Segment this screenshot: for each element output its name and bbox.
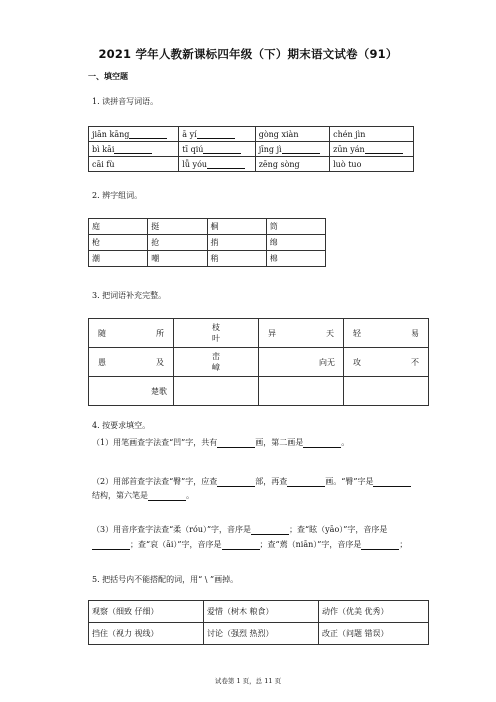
question-4-item-2-cont <box>92 490 194 501</box>
idiom-cell[interactable] <box>259 319 344 348</box>
table-row <box>89 251 326 267</box>
char-cell[interactable]: 枪 <box>89 235 148 251</box>
question-4-item-2 <box>92 476 411 487</box>
idiom-char: 枝 <box>212 323 220 332</box>
pinyin-cell[interactable] <box>179 142 255 157</box>
char-cell[interactable]: 绵 <box>266 235 325 251</box>
collocation-cell[interactable]: 观察（细致 仔细） <box>89 601 204 623</box>
idiom-cell[interactable] <box>259 377 344 406</box>
question-4-item-1 <box>92 437 349 448</box>
pinyin-cell[interactable] <box>179 127 255 142</box>
char-cell[interactable]: 挺 <box>148 219 207 235</box>
table-row <box>89 377 429 406</box>
idiom-char: 易 <box>411 328 419 338</box>
idiom-cell[interactable] <box>259 348 344 377</box>
char-cell[interactable]: 抢 <box>148 235 207 251</box>
char-cell[interactable]: 筒 <box>266 219 325 235</box>
pinyin-text: gòng xiàn <box>258 129 299 139</box>
pinyin-text: cāi fù <box>92 159 115 169</box>
pinyin-cell[interactable] <box>330 142 414 157</box>
idiom-cell[interactable] <box>89 319 174 348</box>
char-cell[interactable]: 庭 <box>89 219 148 235</box>
question-4-label: 4. 按要求填空。 <box>92 421 151 430</box>
idiom-cell[interactable] <box>174 348 259 377</box>
question-3-label: 3. 把词语补充完整。 <box>92 291 167 300</box>
idiom-char: 异 <box>268 328 276 338</box>
pinyin-cell[interactable] <box>89 157 179 172</box>
idiom-cell[interactable] <box>89 377 174 406</box>
answer-blank[interactable] <box>148 492 186 501</box>
instruction-text: 。 <box>341 438 350 447</box>
char-cell[interactable]: 棉 <box>266 251 325 267</box>
instruction-text: 部，再查 <box>255 477 288 486</box>
instruction-text: ；查“哀（āi）”字，音序是 <box>130 540 222 549</box>
idiom-char: 及 <box>156 357 164 367</box>
idiom-char: 愚 <box>98 357 106 367</box>
char-cell[interactable]: 潮 <box>89 251 148 267</box>
collocation-cell[interactable]: 挡住（视力 视线） <box>89 623 204 645</box>
table-row <box>89 142 414 157</box>
answer-blank[interactable] <box>114 145 152 154</box>
instruction-text: （3）用音序查字法查“柔（róu）”字，音序是 <box>92 525 252 534</box>
idiom-char: 楚歌 <box>151 386 167 396</box>
collocation-cell[interactable]: 改正（问题 错误） <box>319 623 429 645</box>
answer-blank[interactable] <box>217 478 255 487</box>
pinyin-cell[interactable] <box>330 127 414 142</box>
pinyin-table <box>88 126 414 172</box>
answer-blank[interactable] <box>207 160 245 169</box>
char-cell[interactable]: 捎 <box>207 235 266 251</box>
pinyin-text: jīng jì <box>258 144 282 154</box>
collocation-cell[interactable]: 讨论（强烈 热烈） <box>204 623 319 645</box>
char-cell[interactable]: 嘲 <box>148 251 207 267</box>
pinyin-cell[interactable] <box>255 127 329 142</box>
table-row <box>89 601 429 623</box>
question-2-label: 2. 辨字组词。 <box>92 191 143 200</box>
answer-blank[interactable] <box>129 130 167 139</box>
pinyin-text: chén jìn <box>333 129 366 139</box>
instruction-text: ；查“蔫（niān）”字，音序是 <box>259 540 362 549</box>
answer-blank[interactable] <box>197 130 235 139</box>
question-5-label: 5. 把括号内不能搭配的词，用“ \ ”画掉。 <box>92 575 239 584</box>
char-cell[interactable]: 稍 <box>207 251 266 267</box>
pinyin-cell[interactable] <box>255 157 329 172</box>
question-4-item-3-cont <box>92 539 407 550</box>
character-table <box>88 218 326 267</box>
idiom-cell[interactable] <box>89 348 174 377</box>
answer-blank[interactable] <box>303 439 341 448</box>
answer-blank[interactable] <box>92 541 130 550</box>
idiom-char: 叶 <box>212 334 220 343</box>
table-row <box>89 219 326 235</box>
answer-blank[interactable] <box>251 526 289 535</box>
table-row <box>89 127 414 142</box>
answer-blank[interactable] <box>203 145 241 154</box>
table-row <box>89 348 429 377</box>
instruction-text: （2）用部首查字法查“臀”字，应查 <box>92 477 218 486</box>
answer-blank[interactable] <box>287 478 325 487</box>
answer-blank[interactable] <box>282 145 320 154</box>
collocation-cell[interactable]: 爱惜（树木 粮食） <box>204 601 319 623</box>
table-row <box>89 157 414 172</box>
idiom-cell[interactable] <box>344 377 429 406</box>
collocation-cell[interactable]: 动作（优美 优秀） <box>319 601 429 623</box>
answer-blank[interactable] <box>373 478 411 487</box>
idiom-char: 不 <box>411 357 419 367</box>
instruction-text: ； <box>399 540 408 549</box>
pinyin-cell[interactable] <box>330 157 414 172</box>
idiom-table <box>88 318 429 406</box>
instruction-text: ；查“眩（yāo）”字，音序是 <box>289 525 388 534</box>
instruction-text: 画，第二画是 <box>255 438 304 447</box>
pinyin-text: jiān kāng <box>92 129 130 139</box>
section-heading: 一、填空题 <box>88 72 128 81</box>
idiom-char: 所 <box>156 328 164 338</box>
idiom-char: 峦 <box>212 352 220 361</box>
answer-blank[interactable] <box>361 541 399 550</box>
page-title: 2021 学年人教新课标四年级（下）期末语文试卷（91） <box>98 47 398 61</box>
idiom-char: 轻 <box>353 328 361 338</box>
pinyin-cell[interactable] <box>89 127 179 142</box>
answer-blank[interactable] <box>365 145 403 154</box>
pinyin-text: zūn yán <box>333 144 365 154</box>
pinyin-text: tī qiú <box>182 144 204 154</box>
pinyin-text: ā yí <box>182 129 197 139</box>
table-row <box>89 235 326 251</box>
table-row <box>89 319 429 348</box>
pinyin-cell[interactable] <box>89 142 179 157</box>
instruction-text: （1）用笔画查字法查“凹”字，共有 <box>92 438 218 447</box>
idiom-char: 天 <box>326 328 334 338</box>
question-4-item-3 <box>92 524 387 535</box>
page-footer: 试卷第 1 页，总 11 页 <box>214 677 282 685</box>
instruction-text: 画。“臀”字是 <box>325 477 374 486</box>
question-1-label: 1. 读拼音写词语。 <box>92 97 159 106</box>
instruction-text: 。 <box>186 491 194 500</box>
idiom-cell[interactable] <box>344 348 429 377</box>
idiom-char: 嶂 <box>212 363 220 372</box>
answer-blank[interactable] <box>222 541 260 550</box>
idiom-cell[interactable] <box>174 377 259 406</box>
pinyin-text: lǚ yóu <box>182 159 208 169</box>
pinyin-cell[interactable] <box>179 157 255 172</box>
idiom-char: 向无 <box>319 357 335 367</box>
pinyin-text: bì kāi <box>92 144 115 154</box>
pinyin-cell[interactable] <box>255 142 329 157</box>
idiom-cell[interactable] <box>344 319 429 348</box>
idiom-cell[interactable] <box>174 319 259 348</box>
char-cell[interactable]: 桐 <box>207 219 266 235</box>
pinyin-text: luò tuo <box>333 159 362 169</box>
collocation-table <box>88 600 429 645</box>
answer-blank[interactable] <box>217 439 255 448</box>
instruction-text: 结构，第六笔是 <box>92 491 148 500</box>
idiom-char: 攻 <box>353 357 361 367</box>
pinyin-text: zēng sòng <box>258 159 300 169</box>
table-row <box>89 623 429 645</box>
idiom-char: 随 <box>98 328 106 338</box>
